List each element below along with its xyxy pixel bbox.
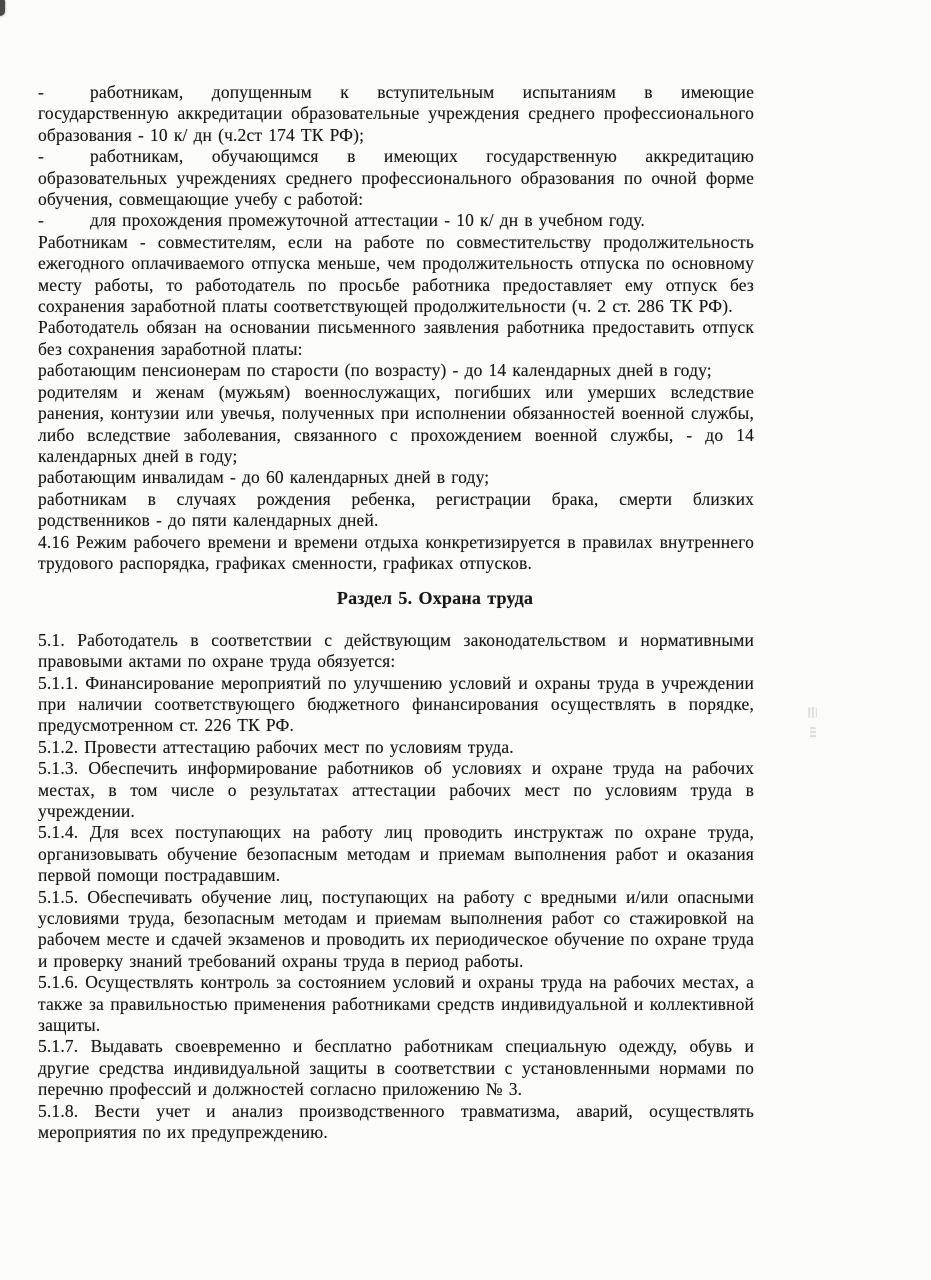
paragraph: 5.1.1. Финансирование мероприятий по улучшению условий и охраны труда в учреждении при наличии соответствующего бюджетного финансирования осуществлять в порядке, предусмотренном ст. 226 ТК РФ. <box>38 672 754 736</box>
dash-list-item <box>38 82 754 146</box>
paragraph: 5.1.8. Вести учет и анализ производственного травматизма, аварий, осуществлять мероприятия по их предупреждению. <box>38 1100 754 1143</box>
scan-artifact-corner <box>0 0 5 16</box>
dash-marker: - <box>38 146 44 167</box>
scan-artifact-speck <box>808 707 817 718</box>
dash-marker: - <box>38 82 44 102</box>
paragraph: 4.16 Режим рабочего времени и времени отдыха конкретизируется в правилах внутреннего трудового распорядка, графиках сменности, графиках отпусков. <box>38 531 754 573</box>
paragraph: 5.1.7. Выдавать своевременно и бесплатно работникам специальную одежду, обувь и другие средства индивидуальной защиты в соответствии с установленными нормами по перечню профессий и должностей согласно приложению № 3. <box>38 1036 754 1100</box>
paragraph: 5.1.2. Провести аттестацию рабочих мест по условиям труда. <box>38 736 514 757</box>
paragraph: работающим пенсионерам по старости (по возрасту) - до 14 календарных дней в году; <box>38 360 712 381</box>
paragraph: Работникам - совместителям, если на работе по совместительству продолжительность ежегодного оплачиваемого отпуска меньше, чем продолжительность отпуска по основному месту работы, то работодатель по просьбе работника предоставляет ему отпуск без сохранения заработной платы соответствующей продолжительности (ч. 2 ст. 286 ТК РФ). <box>38 231 754 317</box>
scan-artifact-speck <box>810 727 816 739</box>
document-body <box>38 82 754 1144</box>
paragraph: Работодатель обязан на основании письменного заявления работника предоставить отпуск без сохранения заработной платы: <box>38 317 754 359</box>
paragraph: 5.1.3. Обеспечить информирование работников об условиях и охране труда на рабочих местах, в том числе о результатах аттестации рабочих мест по условиям труда в учреждении. <box>38 758 754 821</box>
paragraph-text: работникам, допущенным к вступительным испытаниям в имеющие государственную аккредитации образовательные учреждения среднего профессионального образования - 10 к/ дн (ч.2ст 174 ТК РФ); <box>38 82 754 145</box>
dash-list-item <box>38 210 754 231</box>
paragraph: родителям и женам (мужьям) военнослужащих, погибших или умерших вследствие ранения, контузии или увечья, полученных при исполнении обязанностей военной службы, либо вследствие заболевания, связанного с прохождением военной службы, - до 14 календарных дней в году; <box>38 381 754 466</box>
paragraph: 5.1.6. Осуществлять контроль за состоянием условий и охраны труда на рабочих местах, а также за правильностью применения работниками средств индивидуальной и коллективной защиты. <box>38 972 754 1036</box>
dash-list-item <box>38 146 754 210</box>
paragraph: 5.1.4. Для всех поступающих на работу лиц проводить инструктаж по охране труда, организовывать обучение безопасным методам и приемам выполнения работ и оказания первой помощи пострадавшим. <box>38 822 754 886</box>
section-heading: Раздел 5. Охрана труда <box>336 588 534 609</box>
paragraph: 5.1.5. Обеспечивать обучение лиц, поступающих на работу с вредными и/или опасными условиями труда, безопасным методам и приемам выполнения работ со стажировкой на рабочем месте и сдачей экзаменов и проводить их периодическое обучение по охране труда и проверку знаний требований охраны труда в период работы. <box>38 886 754 971</box>
paragraph: 5.1. Работодатель в соответствии с действующим законодательством и нормативными правовыми актами по охране труда обязуется: <box>38 629 754 672</box>
paragraph-text: работникам, обучающимся в имеющих государственную аккредитацию образовательных учреждениях среднего профессионального образования по очной форме обучения, совмещающие учебу с работой: <box>38 146 754 210</box>
dash-marker: - <box>38 210 44 231</box>
paragraph-text: для прохождения промежуточной аттестации - 10 к/ дн в учебном году. <box>90 210 645 231</box>
paragraph: работникам в случаях рождения ребенка, регистрации брака, смерти близких родственников - до пяти календарных дней. <box>38 488 754 531</box>
paragraph: работающим инвалидам - до 60 календарных дней в году; <box>38 467 490 488</box>
